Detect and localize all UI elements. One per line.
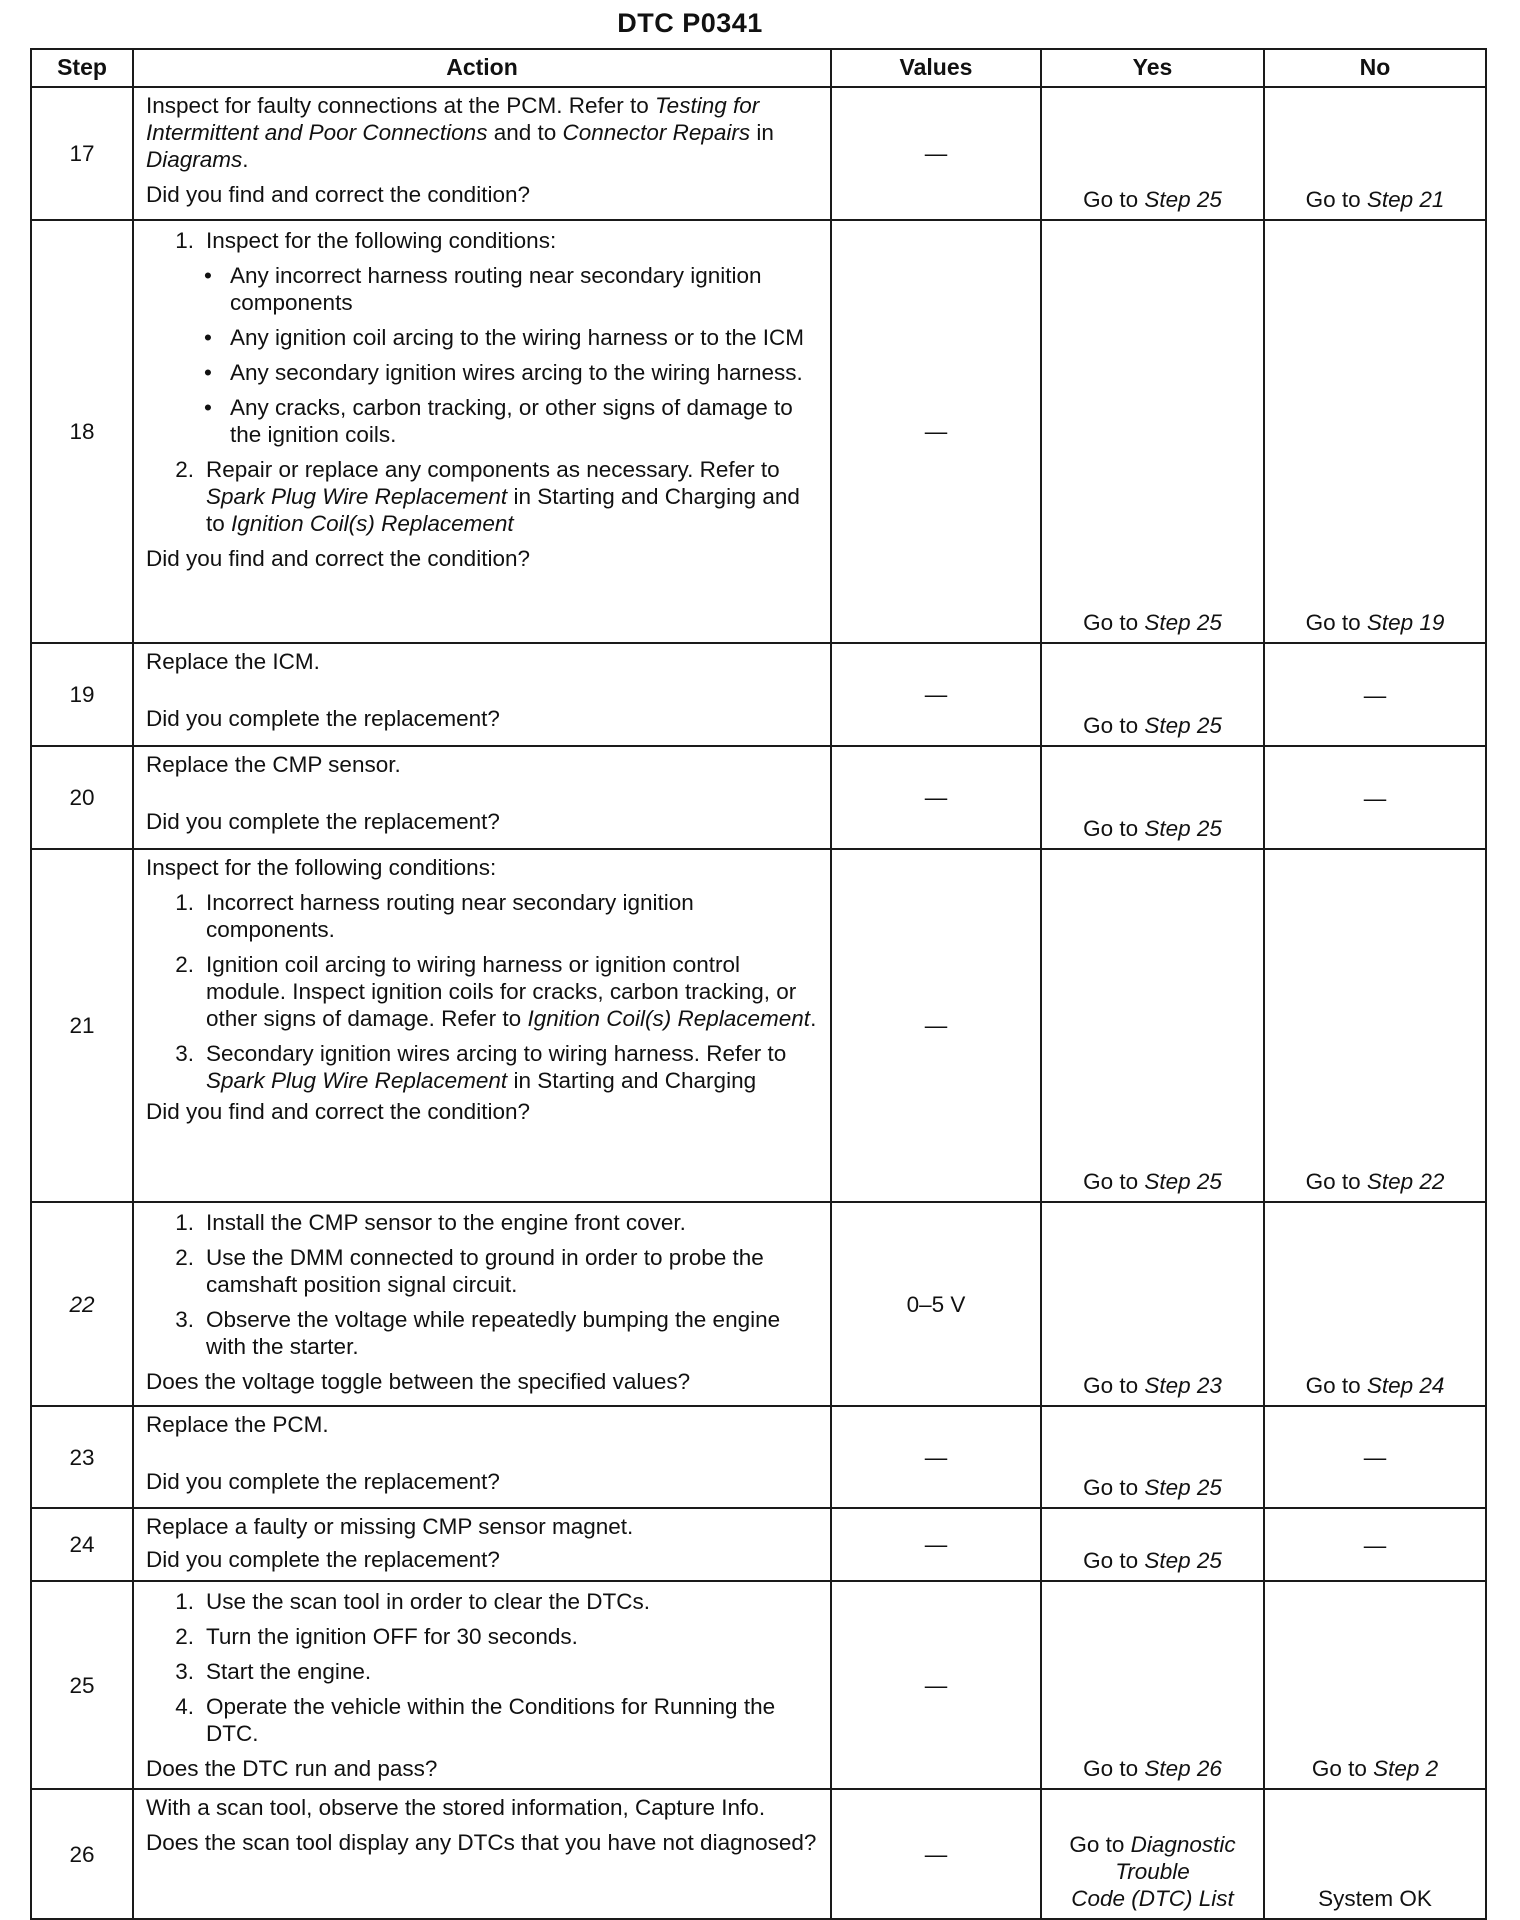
no-cell: — — [1264, 643, 1486, 746]
action-cell — [133, 643, 831, 746]
action-text: Replace the ICM. — [146, 649, 320, 674]
list-item: 1. Inspect for the following conditions: — [175, 228, 557, 253]
yes-cell: Go to Step 25 — [1041, 746, 1264, 849]
yes-cell: Go to Step 25 — [1041, 1406, 1264, 1508]
step-number: 17 — [31, 87, 133, 220]
table-row — [31, 849, 1486, 1202]
no-cell: Go to Step 24 — [1264, 1202, 1486, 1406]
action-text: Replace the CMP sensor. — [146, 752, 401, 777]
yes-cell: Go to Step 26 — [1041, 1581, 1264, 1789]
header-row — [31, 49, 1486, 87]
list-item: 3. Observe the voltage while repeatedly bumping the engine with the starter. — [175, 1307, 781, 1359]
question-text: Did you complete the replacement? — [146, 1547, 500, 1572]
list-item: 3. Secondary ignition wires arcing to wiring harness. Refer to Spark Plug Wire Replacement in Starting and Charging — [175, 1041, 787, 1093]
step-number: 23 — [31, 1406, 133, 1508]
table-row — [31, 643, 1486, 746]
step-number: 26 — [31, 1789, 133, 1919]
yes-cell: Go to Step 25 — [1041, 220, 1264, 643]
values-cell: — — [831, 1581, 1041, 1789]
question-text: Did you find and correct the condition? — [146, 182, 530, 207]
bullet-item: • Any cracks, carbon tracking, or other signs of damage to the ignition coils. — [204, 395, 793, 447]
values-cell: — — [831, 1508, 1041, 1581]
action-cell — [133, 1406, 831, 1508]
list-item: 3. Start the engine. — [175, 1659, 372, 1684]
list-item: 2. Turn the ignition OFF for 30 seconds. — [175, 1624, 578, 1649]
bullet-item: • Any secondary ignition wires arcing to the wiring harness. — [204, 360, 803, 385]
values-cell: — — [831, 87, 1041, 220]
step-number: 20 — [31, 746, 133, 849]
no-cell: System OK — [1264, 1789, 1486, 1919]
bullet-item: • Any ignition coil arcing to the wiring harness or to the ICM — [204, 325, 805, 350]
page-title: DTC P0341 — [617, 8, 763, 38]
action-text: Inspect for faulty connections at the PCM. Refer to Testing for Intermittent and Poor Connections and to Connector Repairs in Diagrams. — [146, 93, 774, 172]
table-row — [31, 1202, 1486, 1406]
no-cell: — — [1264, 1508, 1486, 1581]
action-cell — [133, 1508, 831, 1581]
values-cell: 0–5 V — [831, 1202, 1041, 1406]
action-cell — [133, 220, 831, 643]
action-cell — [133, 1202, 831, 1406]
step-number: 22 — [31, 1202, 133, 1406]
action-cell — [133, 746, 831, 849]
action-text: Inspect for the following conditions: — [146, 855, 497, 880]
list-item: 2. Repair or replace any components as necessary. Refer to Spark Plug Wire Replacement in Starting and Charging and to Ignition Coil(s) Replacement — [175, 457, 800, 536]
yes-cell: Go to Step 25 — [1041, 643, 1264, 746]
step-number: 24 — [31, 1508, 133, 1581]
table-row — [31, 1406, 1486, 1508]
values-cell: — — [831, 220, 1041, 643]
list-item: 2. Use the DMM connected to ground in order to probe the camshaft position signal circuit. — [175, 1245, 764, 1297]
no-cell: Go to Step 22 — [1264, 849, 1486, 1202]
action-cell — [133, 1581, 831, 1789]
list-item: 4. Operate the vehicle within the Conditions for Running the DTC. — [175, 1694, 776, 1746]
no-cell: — — [1264, 1406, 1486, 1508]
question-text: Did you find and correct the condition? — [146, 1099, 530, 1124]
step-number: 21 — [31, 849, 133, 1202]
header-no: No — [1264, 49, 1486, 87]
action-text: Replace a faulty or missing CMP sensor magnet. — [146, 1514, 634, 1539]
action-cell — [133, 87, 831, 220]
table-row — [31, 87, 1486, 220]
header-yes: Yes — [1041, 49, 1264, 87]
question-text: Did you complete the replacement? — [146, 706, 500, 731]
step-number: 19 — [31, 643, 133, 746]
question-text: Does the voltage toggle between the specified values? — [146, 1369, 691, 1394]
list-item: 1. Use the scan tool in order to clear the DTCs. — [175, 1589, 650, 1614]
no-cell: Go to Step 2 — [1264, 1581, 1486, 1789]
no-cell: — — [1264, 746, 1486, 849]
action-cell — [133, 849, 831, 1202]
yes-cell: Go to Step 25 — [1041, 87, 1264, 220]
table-row — [31, 1581, 1486, 1789]
header-action: Action — [133, 49, 831, 87]
bullet-item: • Any incorrect harness routing near secondary ignition components — [204, 263, 762, 315]
values-cell: — — [831, 849, 1041, 1202]
yes-cell: Go to Step 25 — [1041, 849, 1264, 1202]
values-cell: — — [831, 1406, 1041, 1508]
step-number: 25 — [31, 1581, 133, 1789]
list-item: 1. Install the CMP sensor to the engine front cover. — [175, 1210, 686, 1235]
question-text: Does the scan tool display any DTCs that you have not diagnosed? — [146, 1830, 817, 1855]
list-item: 2. Ignition coil arcing to wiring harness or ignition control module. Inspect ignition coils for cracks, carbon tracking, or other signs of damage. Refer to Ignition Coil(s) Replacement. — [175, 952, 817, 1031]
table-row — [31, 1508, 1486, 1581]
dtc-table — [30, 48, 1487, 1920]
question-text: Did you complete the replacement? — [146, 1469, 500, 1494]
values-cell: — — [831, 1789, 1041, 1919]
yes-cell: Go to Step 23 — [1041, 1202, 1264, 1406]
question-text: Did you complete the replacement? — [146, 809, 500, 834]
values-cell: — — [831, 643, 1041, 746]
question-text: Does the DTC run and pass? — [146, 1756, 438, 1781]
table-row — [31, 220, 1486, 643]
values-cell: — — [831, 746, 1041, 849]
header-values: Values — [831, 49, 1041, 87]
header-step: Step — [31, 49, 133, 87]
table-row — [31, 746, 1486, 849]
question-text: Did you find and correct the condition? — [146, 546, 530, 571]
list-item: 1. Incorrect harness routing near secondary ignition components. — [175, 890, 694, 942]
yes-cell: Go to Step 25 — [1041, 1508, 1264, 1581]
action-text: Replace the PCM. — [146, 1412, 329, 1437]
action-text: With a scan tool, observe the stored information, Capture Info. — [146, 1795, 766, 1820]
step-number: 18 — [31, 220, 133, 643]
no-cell: Go to Step 19 — [1264, 220, 1486, 643]
no-cell: Go to Step 21 — [1264, 87, 1486, 220]
yes-cell: Go to Diagnostic Trouble Code (DTC) List — [1041, 1789, 1264, 1919]
